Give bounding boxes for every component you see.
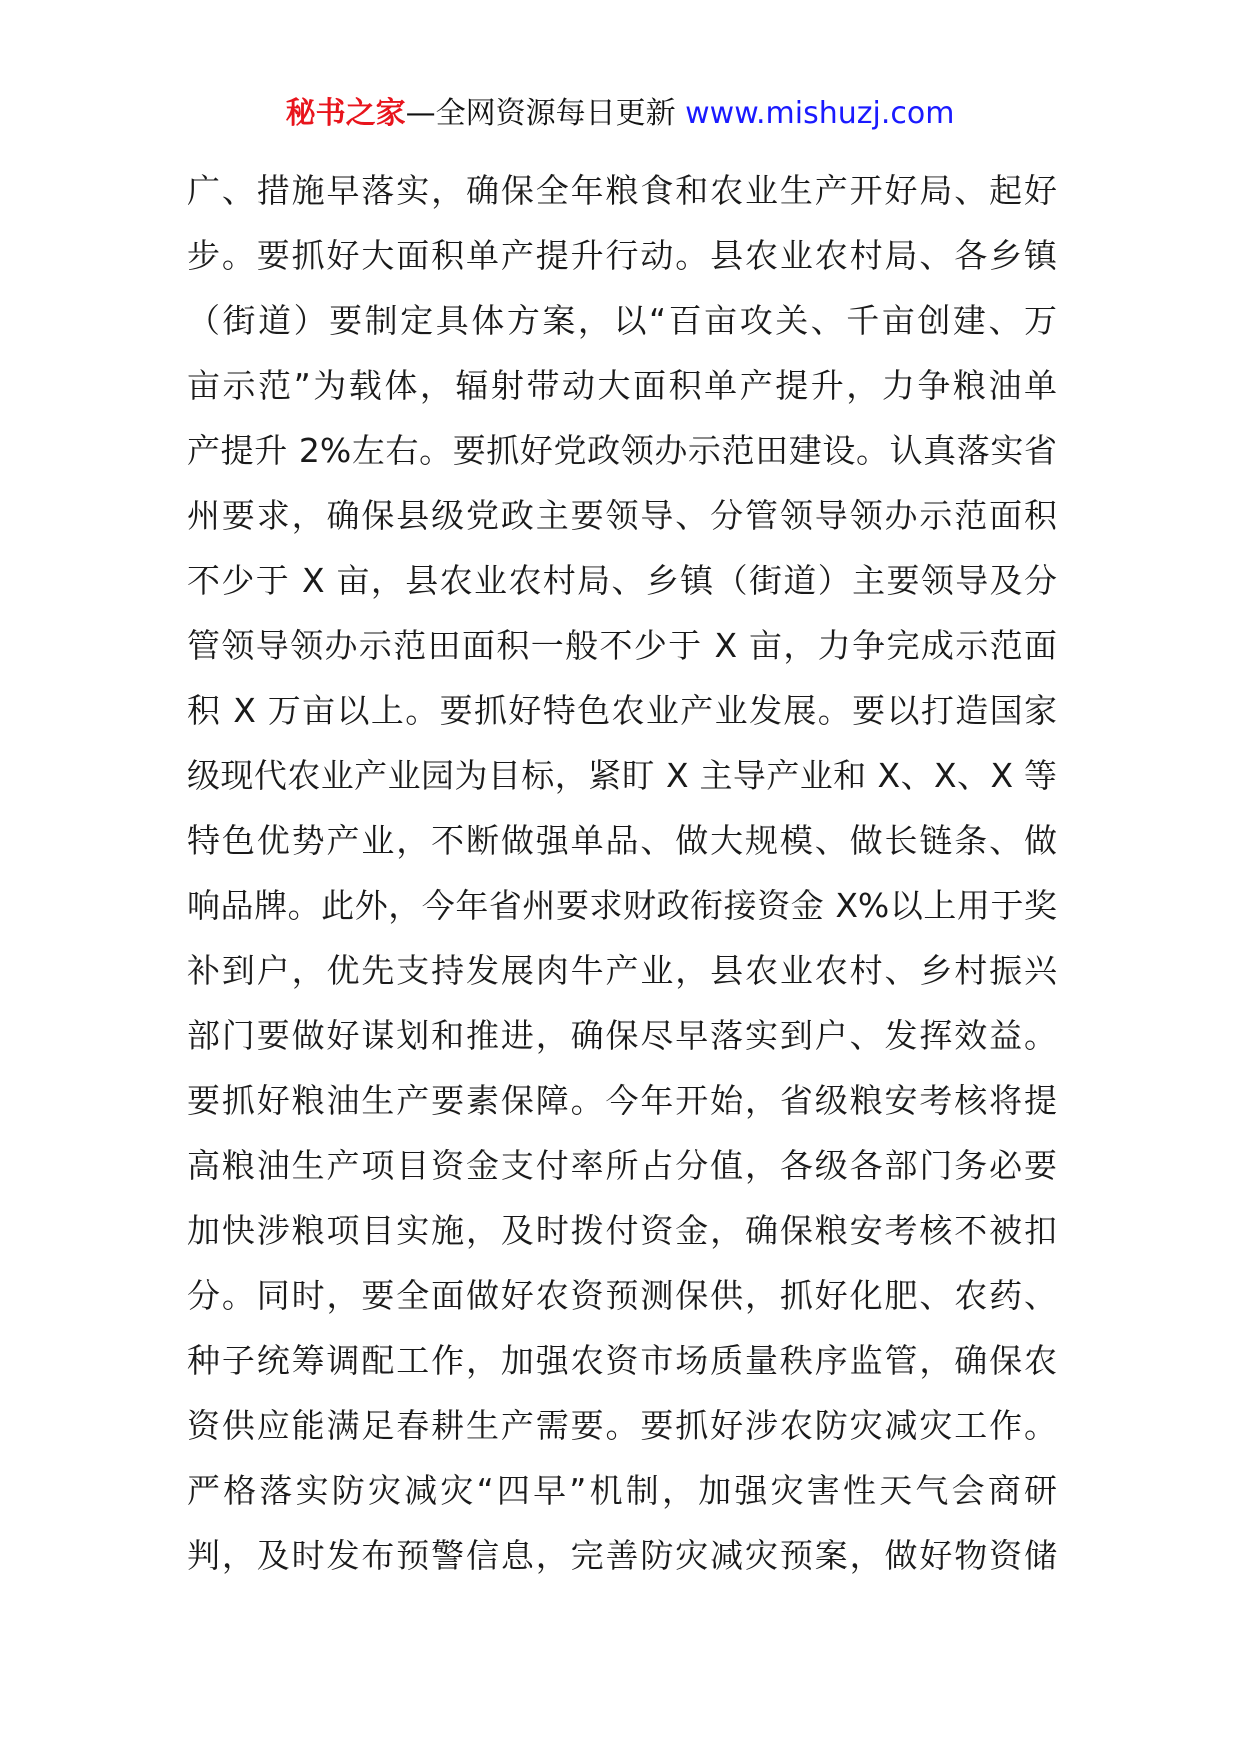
text-line: 种子统筹调配工作，加强农资市场质量秩序监管，确保农 xyxy=(187,1341,1057,1380)
text-line: 州要求，确保县级党政主要领导、分管领导领办示范面积 xyxy=(187,496,1057,535)
site-header xyxy=(0,94,1240,134)
text-line: 严格落实防灾减灾“四早”机制，加强灾害性天气会商研 xyxy=(187,1471,1057,1510)
text-line: 不少于 X 亩，县农业农村局、乡镇（街道）主要领导及分 xyxy=(187,561,1057,600)
text-line: 要抓好粮油生产要素保障。今年开始，省级粮安考核将提 xyxy=(187,1081,1057,1120)
site-brand: 秘书之家 xyxy=(285,96,406,131)
text-line: 补到户，优先支持发展肉牛产业，县农业农村、乡村振兴 xyxy=(187,951,1057,990)
text-line: 分。同时，要全面做好农资预测保供，抓好化肥、农药、 xyxy=(187,1276,1057,1315)
text-line: 特色优势产业，不断做强单品、做大规模、做长链条、做 xyxy=(187,821,1057,860)
text-line: 高粮油生产项目资金支付率所占分值，各级各部门务必要 xyxy=(187,1146,1057,1185)
text-line: 判，及时发布预警信息，完善防灾减灾预案，做好物资储 xyxy=(187,1536,1057,1575)
text-line: 部门要做好谋划和推进，确保尽早落实到户、发挥效益。 xyxy=(187,1016,1057,1055)
site-tagline: —全网资源每日更新 xyxy=(405,96,686,131)
text-line: 资供应能满足春耕生产需要。要抓好涉农防灾减灾工作。 xyxy=(187,1406,1057,1445)
text-line: 亩示范”为载体，辐射带动大面积单产提升，力争粮油单 xyxy=(187,366,1057,405)
site-url[interactable]: www.mishuzj.com xyxy=(685,96,955,131)
text-line: 加快涉粮项目实施，及时拨付资金，确保粮安考核不被扣 xyxy=(187,1211,1057,1250)
text-line: 步。要抓好大面积单产提升行动。县农业农村局、各乡镇 xyxy=(187,236,1057,275)
text-line: 积 X 万亩以上。要抓好特色农业产业发展。要以打造国家 xyxy=(187,691,1057,730)
text-line: 响品牌。此外，今年省州要求财政衔接资金 X%以上用于奖 xyxy=(187,886,1057,925)
document-body xyxy=(187,163,1057,1593)
text-line: 广、措施早落实，确保全年粮食和农业生产开好局、起好 xyxy=(187,171,1057,210)
text-line: 级现代农业产业园为目标，紧盯 X 主导产业和 X、X、X 等 xyxy=(187,756,1057,795)
text-line: （街道）要制定具体方案，以“百亩攻关、千亩创建、万 xyxy=(187,301,1057,340)
text-line: 产提升 2%左右。要抓好党政领办示范田建设。认真落实省 xyxy=(187,431,1057,470)
text-line: 管领导领办示范田面积一般不少于 X 亩，力争完成示范面 xyxy=(187,626,1057,665)
